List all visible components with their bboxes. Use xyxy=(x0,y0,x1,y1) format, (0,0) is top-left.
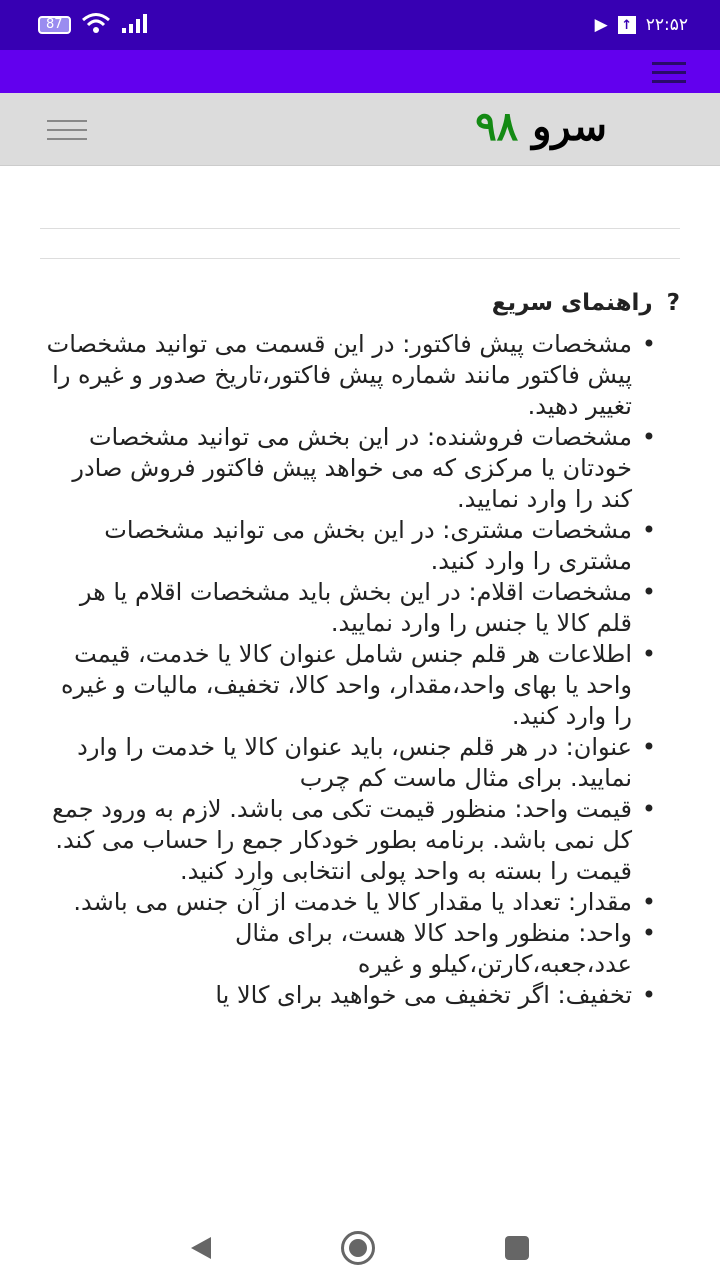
logo xyxy=(475,103,607,150)
clock: ۲۲:۵۲ xyxy=(645,15,688,35)
wifi-icon xyxy=(81,12,111,39)
nav-menu-icon[interactable] xyxy=(47,120,87,140)
list-item: • مقدار: تعداد یا مقدار کالا یا خدمت از آن جنس می باشد. xyxy=(40,887,632,918)
divider xyxy=(40,258,680,259)
menu-icon[interactable] xyxy=(652,62,686,83)
help-list xyxy=(0,329,720,1011)
list-item: • قیمت واحد: منظور قیمت تکی می باشد. لازم به ورود جمع کل نمی باشد. برنامه بطور خودکار جمع را حساب می کند. قیمت را بسته به واحد پولی انتخابی وارد کنید. xyxy=(40,794,632,887)
help-icon: ? xyxy=(666,290,680,316)
site-header xyxy=(0,93,720,166)
home-icon[interactable] xyxy=(341,1231,375,1265)
upload-icon: ↑ xyxy=(618,16,636,34)
recent-apps-icon[interactable] xyxy=(505,1236,529,1260)
list-item: • مشخصات پیش فاکتور: در این قسمت می توانید مشخصات پیش فاکتور مانند شماره پیش فاکتور،تاریخ صدور و غیره را تغییر دهید. xyxy=(40,329,632,422)
quick-help xyxy=(0,285,720,1215)
list-item: • مشخصات فروشنده: در این بخش می توانید مشخصات خودتان یا مرکزی که می خواهد پیش فاکتور فروش صادر کند را وارد نمایید. xyxy=(40,422,632,515)
play-icon: ▶ xyxy=(594,15,608,35)
list-item: • مشخصات اقلام: در این بخش باید مشخصات اقلام یا هر قلم کالا یا جنس را وارد نمایید. xyxy=(40,577,632,639)
list-item: • مشخصات مشتری: در این بخش می توانید مشخصات مشتری را وارد کنید. xyxy=(40,515,632,577)
list-item: • عنوان: در هر قلم جنس، باید عنوان کالا یا خدمت را وارد نمایید. برای مثال ماست کم چرب xyxy=(40,732,632,794)
system-nav-bar xyxy=(0,1215,720,1280)
list-item: • واحد: منظور واحد کالا هست، برای مثال عدد،جعبه،کارتن،کیلو و غیره xyxy=(40,918,632,980)
app-bar xyxy=(0,50,720,93)
signal-icon xyxy=(121,13,151,38)
back-icon[interactable] xyxy=(191,1237,211,1259)
logo-word: سرو xyxy=(532,103,607,150)
help-title: راهنمای سریع xyxy=(491,290,653,316)
list-item: • تخفیف: اگر تخفیف می خواهید برای کالا یا xyxy=(40,980,632,1011)
divider xyxy=(40,228,680,229)
status-bar xyxy=(0,0,720,50)
list-item: • اطلاعات هر قلم جنس شامل عنوان کالا یا خدمت، قیمت واحد یا بهای واحد،مقدار، واحد کالا، تخفیف، مالیات و غیره را وارد کنید. xyxy=(40,639,632,732)
logo-number: ۹۸ xyxy=(475,103,519,150)
battery-icon: 87 xyxy=(38,16,71,34)
